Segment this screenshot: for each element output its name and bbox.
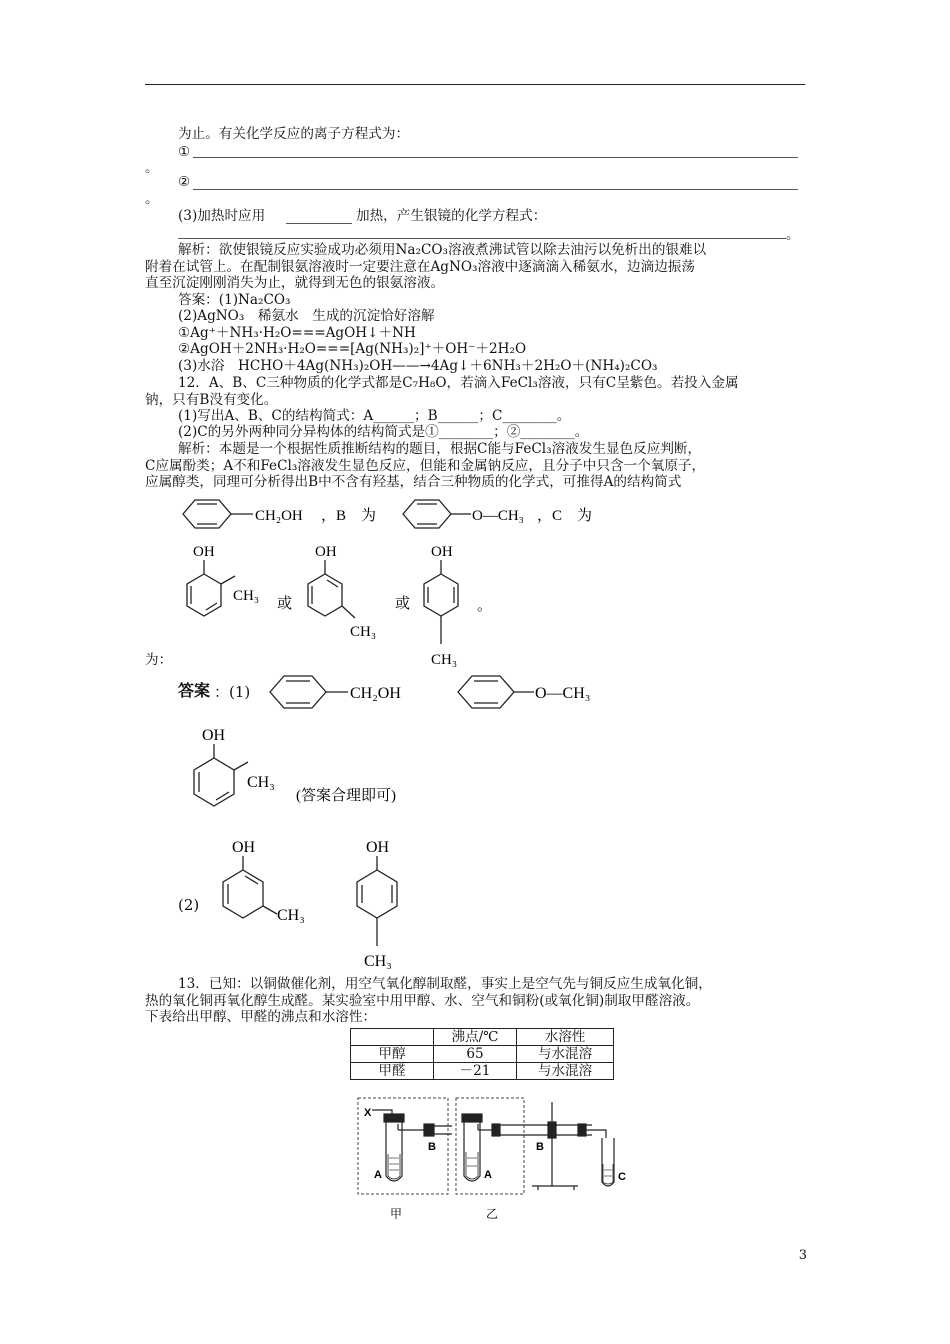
answer-part-1: ：(1) [214, 683, 251, 701]
answer-blank [193, 157, 798, 158]
cresol-structures [175, 540, 515, 672]
answer-blank [286, 223, 352, 224]
answer-o-cresol [180, 720, 460, 820]
m-cresol-structure [223, 839, 305, 924]
table-cell: 甲醇 [351, 1046, 434, 1063]
label-b: B [428, 1141, 436, 1153]
label-yi: 乙 [486, 1207, 499, 1221]
answer-isomers [210, 832, 430, 972]
table-header-cell: 水溶性 [517, 1029, 614, 1046]
text-line: (2)C的另外两种同分异构体的结构简式是①________；②________。 [178, 424, 589, 440]
oh-label: OH [193, 544, 215, 560]
ch2oh-label: CH₂OH [255, 508, 303, 524]
o-cresol-structure [187, 544, 259, 616]
text-line: (3)水浴 HCHO＋4Ag(NH₃)₂OH——→4Ag↓＋6NH₃＋2H₂O＋(NH₄)₂CO₃ [178, 358, 658, 374]
table-header-row [351, 1029, 614, 1046]
text-line: 直至沉淀刚刚消失为止，就得到无色的银氨溶液。 [145, 275, 445, 291]
text-line: 钠，只有B没有变化。 [145, 392, 278, 408]
p-cresol-structure [424, 544, 458, 668]
table-row [351, 1046, 614, 1063]
oh-label: OH [315, 544, 337, 560]
table-cell: 65 [434, 1046, 517, 1063]
table-cell: 与水混溶 [517, 1046, 614, 1063]
comma-b-label: ，B 为 [321, 508, 377, 524]
benzyl-alcohol-structure [183, 500, 253, 528]
text-line: 13．已知：以铜做催化剂，用空气氧化醇制取醛，事实上是空气先与铜反应生成氧化铜， [178, 976, 712, 992]
table-row [351, 1063, 614, 1080]
text-line: 解析：欲使银镜反应实验成功必须用Na₂CO₃溶液煮沸试管以除去油污以免析出的银难以 [178, 242, 707, 258]
text-line: 解析：本题是一个根据性质推断结构的题目，根据C能与FeCl₃溶液发生显色反应判断， [178, 441, 702, 457]
blank-marker: ② [178, 174, 191, 190]
p-cresol-structure [357, 839, 397, 970]
apparatus-tube-b [500, 1102, 614, 1190]
text-line: 为： [145, 652, 173, 668]
m-cresol-structure [308, 544, 376, 640]
answer-blank [178, 238, 786, 239]
och3-label: O—CH₃ [472, 508, 524, 524]
apparatus-diagram [352, 1094, 642, 1226]
oh-label: OH [366, 839, 390, 856]
text-line: ①Ag⁺＋NH₃·H₂O===AgOH↓＋NH [178, 325, 416, 341]
benzyl-alcohol-structure [270, 676, 348, 708]
text-line: 附着在试管上。在配制银氨溶液时一定要注意在AgNO₃溶液中逐滴滴入稀氨水，边滴边振荡 [145, 259, 695, 275]
text-line: (1)写出A、B、C的结构简式：A______；B______；C________。 [178, 408, 571, 424]
text-line: 应属醇类，同理可分析得出B中不含有羟基，结合三种物质的化学式，可推得A的结构简式 [145, 474, 682, 490]
header-rule [145, 84, 805, 85]
och3-label: O—CH₃ [535, 685, 591, 702]
apparatus-yi [462, 1114, 500, 1181]
oh-label: OH [232, 839, 256, 856]
answer-label: 答案 [178, 681, 211, 700]
text-line: 。 [145, 160, 159, 176]
text-line: (3)加热时应用 [178, 208, 266, 224]
property-table [350, 1028, 614, 1080]
apparatus-jia [372, 1110, 452, 1181]
answer-part-2: (2) [178, 896, 200, 914]
blank-marker: ① [178, 144, 191, 160]
label-a: A [484, 1169, 492, 1181]
text-line: 下表给出甲醇、甲醛的沸点和水溶性： [145, 1009, 377, 1025]
ch3-label: CH₃ [277, 907, 305, 924]
text-line: 。 [786, 227, 800, 243]
text-line: 12．A、B、C三种物质的化学式都是C₇H₈O，若滴入FeCl₃溶液，只有C呈紫色。若投入金属 [178, 375, 739, 391]
text-line: C应属酚类；A不和FeCl₃溶液发生显色反应，但能和金属钠反应，且分子中只含一个氧原子， [145, 458, 706, 474]
comma-c-label: ，C 为 [537, 508, 593, 524]
oh-label: OH [431, 544, 453, 560]
text-line: 。 [145, 191, 159, 207]
table-cell: －21 [434, 1063, 517, 1080]
ch3-label: CH₃ [247, 774, 275, 791]
page-number: 3 [798, 1248, 807, 1263]
anisole-structure [458, 676, 534, 708]
structure-row-a-b [175, 494, 675, 536]
text-line: 为止。有关化学反应的离子方程式为： [178, 126, 410, 142]
text-line: 热的氧化铜再氧化醇生成醛。某实验室中用甲醇、水、空气和铜粉(或氧化铜)制取甲醛溶液。 [145, 993, 700, 1009]
answer-blank [193, 189, 798, 190]
oh-label: OH [202, 727, 226, 744]
label-c: C [618, 1171, 626, 1183]
or-label: 或 [277, 596, 293, 612]
anisole-structure [403, 500, 471, 528]
answer-structure-row [262, 668, 622, 716]
ch2oh-label: CH₂OH [350, 685, 401, 702]
label-x: X [364, 1107, 372, 1119]
or-label: 或 [395, 596, 411, 612]
label-b: B [536, 1141, 544, 1153]
text-line: 加热，产生银镜的化学方程式： [356, 208, 547, 224]
table-cell: 与水混溶 [517, 1063, 614, 1080]
table-cell: 甲醛 [351, 1063, 434, 1080]
label-a: A [374, 1169, 382, 1181]
answer-note: (答案合理即可) [296, 788, 396, 804]
table-header-cell [351, 1029, 434, 1046]
period-label: 。 [477, 598, 493, 614]
text-line: ②AgOH＋2NH₃·H₂O===[Ag(NH₃)₂]⁺＋OH⁻＋2H₂O [178, 341, 527, 357]
ch3-label: CH₃ [233, 588, 260, 604]
ch3-label: CH₃ [350, 624, 377, 640]
label-jia: 甲 [390, 1207, 403, 1221]
text-line: 答案：(1)Na₂CO₃ [178, 292, 291, 308]
ch3-label: CH₃ [431, 652, 458, 668]
ch3-label: CH₃ [364, 953, 392, 970]
text-line: (2)AgNO₃ 稀氨水 生成的沉淀恰好溶解 [178, 308, 435, 324]
table-header-cell: 沸点/℃ [434, 1029, 517, 1046]
